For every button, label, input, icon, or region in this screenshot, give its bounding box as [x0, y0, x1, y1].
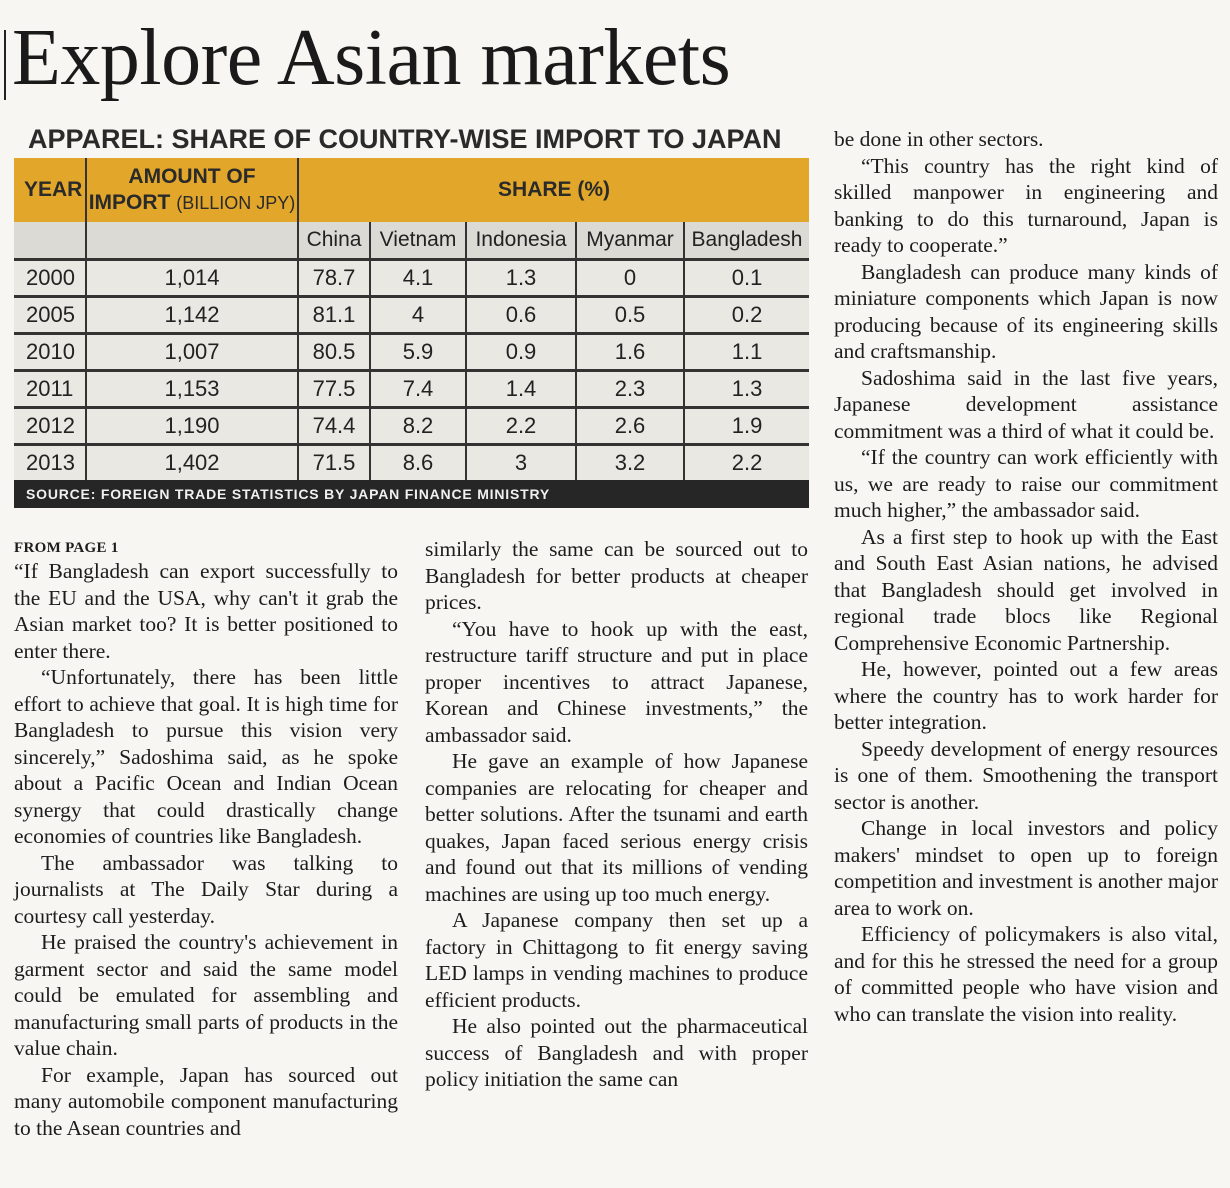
article-paragraph: “If the country can work efficiently with us, we are ready to raise our commitment much higher,” the ambassador said. — [834, 445, 1218, 522]
share-cell: 0.2 — [684, 297, 809, 334]
share-cell: 4 — [370, 297, 466, 334]
country-header: China — [298, 222, 370, 260]
share-cell: 1.4 — [466, 371, 576, 408]
share-cell: 77.5 — [298, 371, 370, 408]
amount-cell: 1,153 — [86, 371, 298, 408]
share-cell: 8.6 — [370, 445, 466, 481]
share-cell: 0 — [576, 260, 684, 297]
share-cell: 2.6 — [576, 408, 684, 445]
headline: Explore Asian markets — [12, 14, 731, 102]
country-header: Myanmar — [576, 222, 684, 260]
share-cell: 7.4 — [370, 371, 466, 408]
article-paragraph: Efficiency of policymakers is also vital, and for this he stressed the need for a group of committed people who have vision and who can translate the vision into reality. — [834, 922, 1218, 1026]
share-cell: 0.6 — [466, 297, 576, 334]
share-cell: 1.9 — [684, 408, 809, 445]
header-amount-line2: IMPORT — [88, 191, 171, 214]
country-header: Indonesia — [466, 222, 576, 260]
share-cell: 0.5 — [576, 297, 684, 334]
header-amount-unit: (BILLION JPY) — [176, 193, 296, 213]
article-paragraph: Change in local investors and policy makers' mindset to open up to foreign competition and investment is another major area to work on. — [834, 816, 1218, 920]
header-amount — [86, 158, 298, 222]
share-cell: 0.1 — [684, 260, 809, 297]
amount-cell: 1,142 — [86, 297, 298, 334]
header-year: YEAR — [14, 158, 86, 222]
from-page-label: FROM PAGE 1 — [14, 540, 119, 556]
table-source: SOURCE: FOREIGN TRADE STATISTICS BY JAPAN FINANCE MINISTRY — [14, 480, 809, 508]
share-cell: 1.1 — [684, 334, 809, 371]
article-paragraph: “You have to hook up with the east, restructure tariff structure and put in place proper incentives to attract Japanese, Korean and Chinese investments,” the ambassador said. — [425, 616, 808, 747]
article-column-1 — [14, 538, 398, 1141]
share-cell: 1.3 — [684, 371, 809, 408]
share-cell: 2.2 — [684, 445, 809, 481]
table-row — [14, 297, 809, 334]
share-cell: 1.3 — [466, 260, 576, 297]
share-cell: 8.2 — [370, 408, 466, 445]
table-row — [14, 408, 809, 445]
amount-cell: 1,190 — [86, 408, 298, 445]
article-paragraph: As a first step to hook up with the East and South East Asian nations, he advised that Bangladesh should get involved in regional trade blocs like Regional Comprehensive Economic Partnership. — [834, 524, 1218, 655]
share-cell: 1.6 — [576, 334, 684, 371]
share-cell: 4.1 — [370, 260, 466, 297]
table-row — [14, 334, 809, 371]
table-body — [14, 260, 809, 481]
article-column-2 — [425, 536, 808, 1093]
article-paragraph: A Japanese company then set up a factory in Chittagong to fit energy saving LED lamps in vending machines to produce efficient products. — [425, 908, 808, 1012]
article-paragraph: “Unfortunately, there has been little effort to achieve that goal. It is high time for Bangladesh to pursue this vision very sincerely,” Sadoshima said, as he spoke about a Pacific Ocean and Indian Ocean synergy that could drastically change economies of countries like Bangladesh. — [14, 665, 398, 848]
amount-cell: 1,402 — [86, 445, 298, 481]
left-column-rule — [4, 30, 6, 100]
year-cell: 2012 — [14, 408, 86, 445]
table-row — [14, 260, 809, 297]
import-share-table-block — [14, 120, 809, 508]
article-paragraph: For example, Japan has sourced out many automobile component manufacturing to the Asean countries and — [14, 1062, 398, 1140]
country-header: Bangladesh — [684, 222, 809, 260]
article-paragraph: He praised the country's achievement in garment sector and said the same model could be emulated for assembling and manufacturing small parts of products in the value chain. — [14, 930, 398, 1060]
table-title: APPAREL: SHARE OF COUNTRY-WISE IMPORT TO JAPAN — [28, 124, 782, 154]
share-cell: 71.5 — [298, 445, 370, 481]
import-share-table — [14, 158, 809, 480]
header-share: SHARE (%) — [298, 158, 809, 222]
share-cell: 3.2 — [576, 445, 684, 481]
share-cell: 0.9 — [466, 334, 576, 371]
article-column-3 — [834, 126, 1218, 1027]
article-paragraph: The ambassador was talking to journalists at The Daily Star during a courtesy call yesterday. — [14, 850, 398, 928]
share-cell: 2.3 — [576, 371, 684, 408]
article-paragraph: He, however, pointed out a few areas where the country has to work harder for better integration. — [834, 657, 1218, 734]
article-paragraph: be done in other sectors. — [834, 127, 1044, 151]
amount-cell: 1,007 — [86, 334, 298, 371]
header-amount-line1: AMOUNT OF — [128, 165, 256, 188]
amount-cell: 1,014 — [86, 260, 298, 297]
year-cell: 2013 — [14, 445, 86, 481]
article-paragraph: Sadoshima said in the last five years, Japanese development assistance commitment was a third of what it could be. — [834, 365, 1218, 443]
share-cell: 3 — [466, 445, 576, 481]
subheader-blank-year — [14, 222, 86, 260]
article-paragraph: “If Bangladesh can export successfully to the EU and the USA, why can't it grab the Asian market too? It is better positioned to enter there. — [14, 559, 398, 663]
year-cell: 2011 — [14, 371, 86, 408]
share-cell: 74.4 — [298, 408, 370, 445]
article-paragraph: similarly the same can be sourced out to Bangladesh for better products at cheaper prices. — [425, 537, 808, 614]
year-cell: 2005 — [14, 297, 86, 334]
article-paragraph: He gave an example of how Japanese companies are relocating for cheaper and better solutions. After the tsunami and earth quakes, Japan faced serious energy crisis and found out that its millions of vending machines are using up too much energy. — [425, 749, 808, 906]
table-row — [14, 445, 809, 481]
year-cell: 2010 — [14, 334, 86, 371]
share-cell: 2.2 — [466, 408, 576, 445]
share-cell: 81.1 — [298, 297, 370, 334]
country-header: Vietnam — [370, 222, 466, 260]
article-paragraph: He also pointed out the pharmaceutical success of Bangladesh and with proper policy initiation the same can — [425, 1014, 808, 1091]
article-paragraph: Bangladesh can produce many kinds of miniature components which Japan is now producing because of its engineering skills and craftsmanship. — [834, 259, 1218, 363]
share-cell: 5.9 — [370, 334, 466, 371]
article-paragraph: Speedy development of energy resources is one of them. Smoothening the transport sector is another. — [834, 736, 1218, 814]
year-cell: 2000 — [14, 260, 86, 297]
table-row — [14, 371, 809, 408]
article-paragraph: “This country has the right kind of skilled manpower in engineering and banking to do this turnaround, Japan is ready to cooperate.” — [834, 153, 1218, 257]
subheader-blank-amount — [86, 222, 298, 260]
share-cell: 80.5 — [298, 334, 370, 371]
share-cell: 78.7 — [298, 260, 370, 297]
